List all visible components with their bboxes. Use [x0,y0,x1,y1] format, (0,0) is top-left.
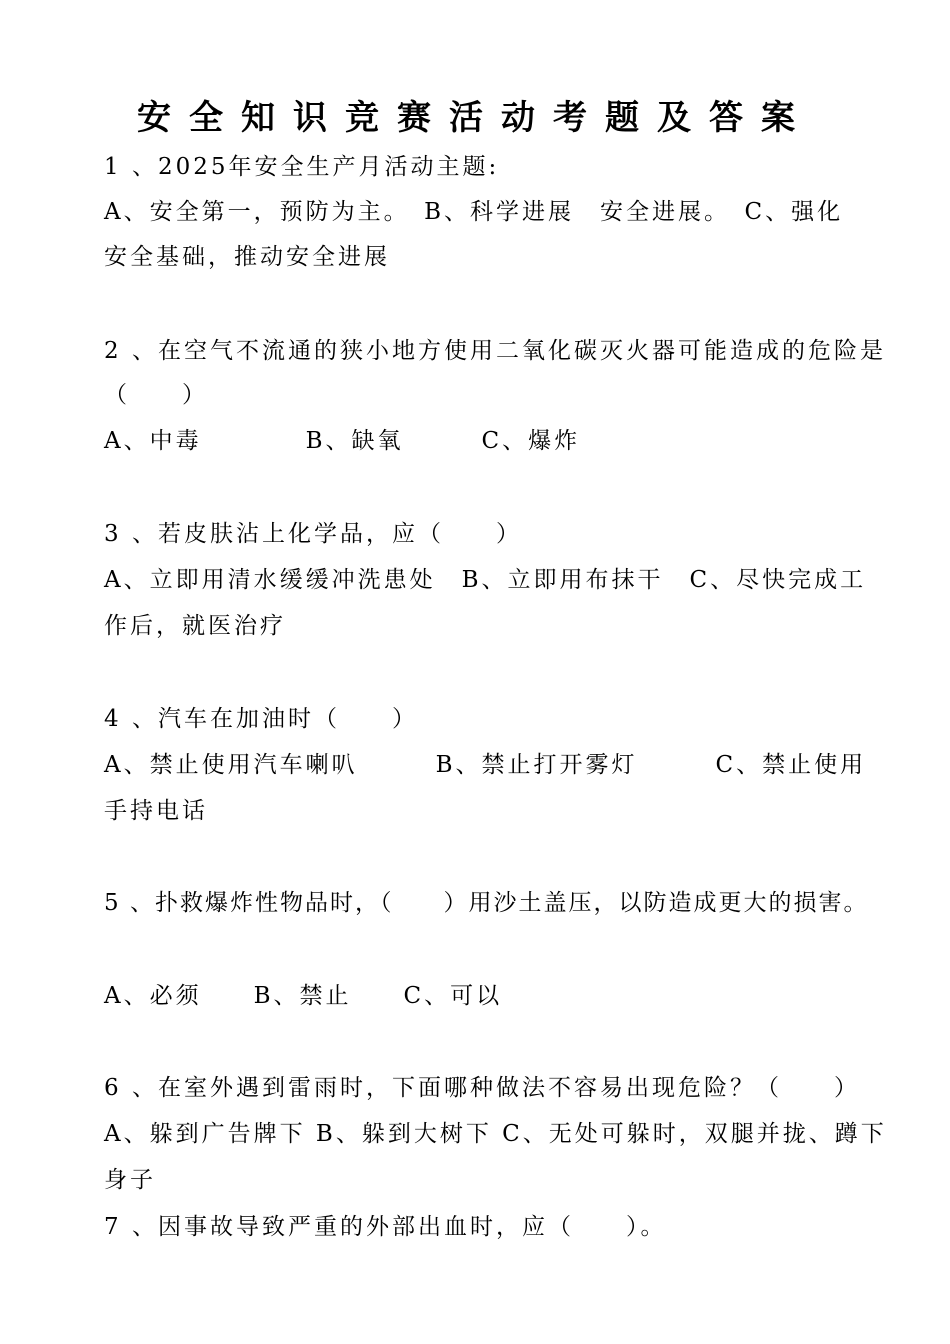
question-6-options-line-1: A、躲到广告牌下 B、躲到大树下 C、无处可躲时，双腿并拢、蹲下 [104,1121,887,1147]
question-1-options-line-2: 安全基础，推动安全进展 [104,244,390,270]
question-2-stem-continuation: （ ） [104,382,208,408]
question-2-options-line-1: A、中毒 B、缺氧 C、爆炸 [104,428,581,454]
question-3-stem: 3 、若皮肤沾上化学品，应（ ） [104,521,522,547]
question-3-options-line-2: 作后，就医治疗 [104,613,286,639]
question-1-options-line-1: A、安全第一，预防为主。 B、科学进展 安全进展。 C、强化 [104,199,844,225]
question-2-stem: 2 、在空气不流通的狭小地方使用二氧化碳灭火器可能造成的危险是 [104,338,886,364]
question-1-stem: 1 、2025年安全生产月活动主题: [104,154,500,180]
question-6-stem: 6 、在室外遇到雷雨时，下面哪种做法不容易出现危险？（ ） [104,1075,860,1101]
question-4-stem: 4 、汽车在加油时（ ） [104,706,418,732]
question-5-stem: 5 、扑救爆炸性物品时，（ ）用沙土盖压，以防造成更大的损害。 [104,890,869,916]
document-title: 安全知识竞赛活动考题及答案 [137,98,813,138]
question-3-options-line-1: A、立即用清水缓缓冲洗患处 B、立即用布抹干 C、尽快完成工 [104,567,867,593]
question-4-options-line-1: A、禁止使用汽车喇叭 B、禁止打开雾灯 C、禁止使用 [104,752,867,778]
question-6-options-line-2: 身子 [104,1167,156,1193]
question-7-stem: 7 、因事故导致严重的外部出血时，应（ ）。 [104,1214,667,1240]
question-4-options-line-2: 手持电话 [104,798,208,824]
question-5-options-line-1: A、必须 B、禁止 C、可以 [104,983,503,1009]
